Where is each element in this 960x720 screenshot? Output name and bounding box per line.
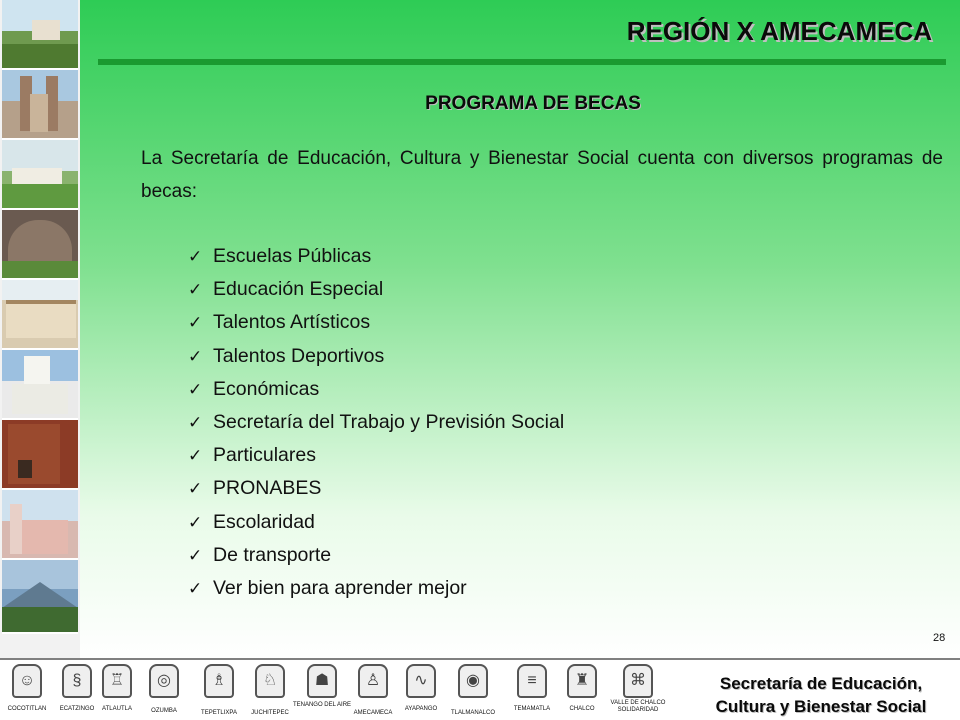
checkmark-icon: ✓	[188, 313, 203, 333]
section-subtitle: PROGRAMA DE BECAS	[425, 93, 641, 114]
municipio-glyph-icon: ♙	[353, 664, 393, 708]
becas-list-item	[188, 472, 564, 505]
municipio-glyph-icon: ◎	[144, 664, 184, 708]
becas-list-item	[188, 306, 564, 339]
becas-list-item	[188, 240, 564, 273]
municipio-label: OZUMBA	[151, 708, 177, 714]
title-divider	[98, 59, 946, 65]
municipio-label: TENANGO DEL AIRE	[292, 702, 352, 708]
chapel-photo	[2, 350, 78, 420]
municipio-label: COCOTITLAN	[7, 706, 47, 712]
becas-item-label: Económicas	[213, 377, 320, 400]
checkmark-icon: ✓	[188, 446, 203, 466]
organization-line-2: Cultura y Bienestar Social	[715, 697, 927, 716]
municipio-label: AYAPANGO	[404, 706, 438, 712]
becas-item-label: De transporte	[213, 543, 332, 566]
becas-item-label: Talentos Deportivos	[213, 344, 385, 367]
becas-item-label: Escuelas Públicas	[213, 245, 372, 267]
checkmark-icon: ✓	[188, 379, 203, 399]
municipio-glyph-icon: ♗	[199, 664, 239, 708]
becas-list-item	[188, 373, 564, 406]
landscape-photo	[2, 0, 78, 70]
checkmark-icon: ✓	[188, 247, 203, 266]
ruins-photo	[2, 210, 78, 280]
becas-item-label: PRONABES	[213, 477, 322, 500]
municipio-glyph-icon: ◉	[453, 664, 493, 708]
municipio-label: TEMAMATLA	[513, 706, 551, 712]
municipio-label: AMECAMECA	[353, 710, 393, 716]
municipio-label: ATLAUTLA	[102, 706, 132, 712]
municipio-glyph-icon: ♘	[250, 664, 290, 708]
checkmark-icon: ✓	[188, 346, 203, 366]
municipio-label: CHALCO	[569, 706, 595, 712]
becas-item-label: Escolaridad	[213, 510, 315, 533]
becas-item-label: Talentos Artísticos	[213, 311, 371, 334]
building-photo	[2, 420, 78, 490]
municipio-glyph-icon: ☺	[7, 664, 47, 708]
municipio-glyph-icon: ♜	[562, 664, 602, 708]
becas-list-item	[188, 572, 564, 605]
volcano-photo	[2, 560, 78, 634]
checkmark-icon: ✓	[188, 479, 203, 499]
becas-item-label: Particulares	[213, 444, 316, 467]
becas-list-item	[188, 406, 564, 439]
organization-name	[688, 672, 954, 718]
municipio-glyph-icon: ♖	[97, 664, 137, 708]
municipio-label: TLALMANALCO	[450, 710, 495, 716]
municipio-glyph-icon: ≡	[512, 664, 552, 708]
town-photo	[2, 140, 78, 210]
region-title: REGIÓN X AMECAMECA	[626, 16, 932, 46]
municipio-glyph-icon: ∿	[401, 664, 441, 708]
municipio-glyph-icon: ⌘	[618, 664, 658, 708]
checkmark-icon: ✓	[188, 578, 203, 598]
becas-item-label: Educación Especial	[213, 278, 384, 301]
municipio-label: VALLE DE CHALCO SOLIDARIDAD	[610, 700, 666, 713]
checkmark-icon: ✓	[188, 512, 203, 532]
palace-photo	[2, 280, 78, 350]
becas-list-item	[188, 439, 564, 472]
becas-list-item	[188, 539, 564, 572]
checkmark-icon: ✓	[188, 280, 203, 300]
parish-photo	[2, 490, 78, 560]
municipio-glyph-icon: ☗	[302, 664, 342, 708]
becas-item-label: Ver bien para aprender mejor	[213, 576, 467, 599]
becas-list	[188, 240, 564, 605]
municipio-label: ECATZINGO	[59, 706, 95, 712]
becas-list-item	[188, 340, 564, 373]
becas-item-label: Secretaría del Trabajo y Previsión Social	[213, 410, 565, 433]
checkmark-icon: ✓	[188, 412, 203, 432]
checkmark-icon: ✓	[188, 545, 203, 565]
municipio-glyph-icon: §	[57, 664, 97, 708]
becas-list-item	[188, 506, 564, 539]
municipio-label: JUCHITEPEC	[251, 710, 289, 716]
intro-paragraph: La Secretaría de Educación, Cultura y Bienestar Social cuenta con diversos programas de becas:	[141, 148, 943, 202]
organization-line-1: Secretaría de Educación,	[719, 674, 923, 693]
becas-list-item	[188, 273, 564, 306]
municipio-label: TEPETLIXPA	[201, 710, 237, 716]
page-number: 28	[933, 632, 946, 644]
